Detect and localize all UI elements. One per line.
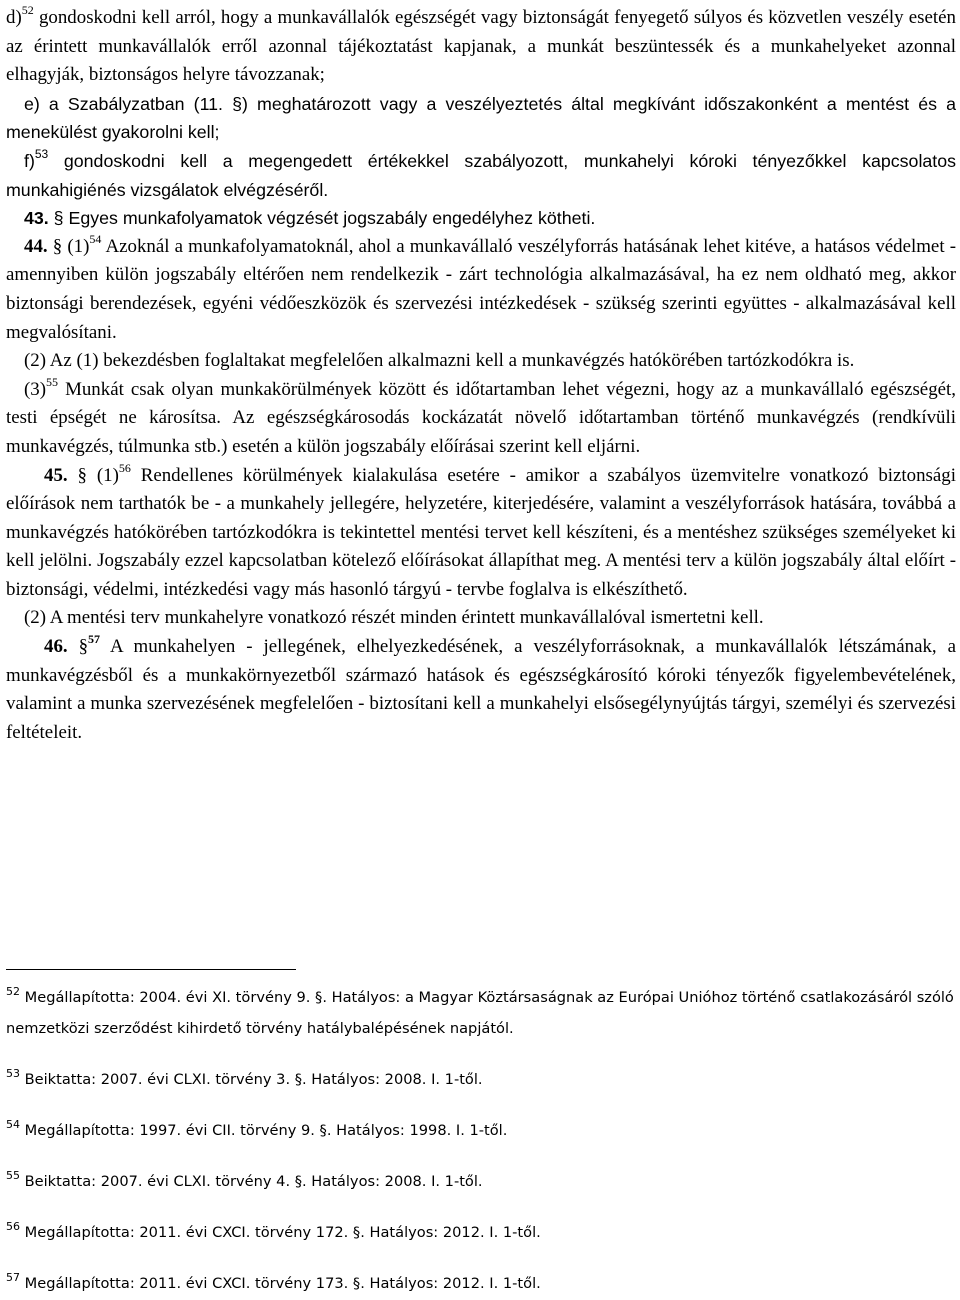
footnote-ref[interactable]: 55 [46,374,59,389]
footnote-separator [6,969,296,970]
paragraph-text: Munkát csak olyan munkakörülmények között és időtartamban lehet végezni, hogy az a munkavállaló egészségét, testi épségét ne károsítsa. Az egészségkárosodás kockázatát növelő időtartamban történő munkavégzés (rendkívüli munkavégzés, túlmunka stb.) esetén a külön jogszabály előírásai szerint kell eljárni. [6,378,956,457]
paragraph-text: ) meghatározott vagy a veszélyeztetés által megkívánt időszakonként a mentést és a menekülést gyakorolni kell; [6,93,956,143]
footnote-ref[interactable]: 53 [34,146,49,161]
footnote-53 [6,1064,956,1095]
item-marker: (3) [24,378,47,400]
footnote-ref[interactable]: 56 [118,460,131,475]
footnote-text: Beiktatta: 2007. évi CLXI. törvény 3. §. Hatályos: 2008. I. 1-től. [20,1071,483,1088]
item-marker: f) [24,150,35,171]
section-number: 43. [24,208,49,229]
paragraph-text: (2) A mentési terv munkahelyre vonatkozó részét minden érintett munkavállalóval ismertetni kell. [24,607,764,629]
section-44-2 [6,347,956,376]
footnote-ref[interactable]: 57 [88,632,101,647]
paragraph-text: A munkahelyen - jellegének, elhelyezkedésének, a veszélyforrásoknak, a munkavállalók létszámának, a munkavégzésből és a munkakörnyezetből származó hatások és egészségkárosító kóroki tényezők figyelembevételének, valamint a munka szervezésének megfelelően - biztosítani kell a munkahelyi elsősegélynyújtás tárgyi, személyi és szervezési feltételeit. [6,636,956,743]
footnote-number: 55 [6,1169,20,1182]
paragraph-text: Rendellenes körülmények kialakulása esetére - amikor a szabályos üzemvitelre vonatkozó biztonsági előírások nem tarthatók be - a munkahely jellegére, helyzetére, kiterjedésére, valamint a veszélyforrások hatására, továbbá a munkavégzés hatókörében tartózkodókra is tekintettel mentési tervet kell készíteni, és a mentéshez szükséges személyeket ki kell jelölni. Jogszabály ezzel kapcsolatban kötelező előírásokat állapíthat meg. A mentési terv a külön jogszabály által előírt - biztonsági, védelmi, intézkedési vagy más hasonló tárgyú - tervbe foglalva is elkészíthető. [6,464,956,600]
footnote-number: 54 [6,1118,20,1131]
footnote-text: Megállapította: 1997. évi CII. törvény 9. §. Hatályos: 1998. I. 1-től. [20,1122,508,1139]
section-sign: § [53,208,64,229]
footnote-number: 52 [6,985,20,998]
footnote-57 [6,1268,956,1299]
footnotes [6,982,956,1299]
paragraph-f [6,147,956,204]
item-marker: d) [6,7,22,28]
footnote-number: 56 [6,1220,20,1233]
section-sign: § [77,464,87,486]
paragraph-text: e) a Szabályzatban (11. [24,93,233,114]
footnote-54 [6,1115,956,1146]
section-number: 44. [24,235,48,257]
body-text [6,4,956,747]
footnote-ref[interactable]: 52 [21,3,34,17]
footnote-55 [6,1166,956,1197]
section-43 [6,204,956,233]
paragraph-text: gondoskodni kell arról, hogy a munkavállalók egészségét vagy biztonságát fenyegető súlyos és közvetlen veszély esetén az érintett munkavállalók erről azonnal tájékoztatást kapjanak, a munkát beszüntessék és a munkahelyeket azonnal elhagyják, biztonságos helyre távozzanak; [6,7,956,86]
footnote-number: 57 [6,1271,20,1284]
paragraph-text: gondoskodni kell a megengedett értékekkel szabályozott, munkahelyi kóroki tényezőkkel kapcsolatos munkahigiénés vizsgálatok elvégzéséről. [6,150,956,200]
item-marker: (1) [86,464,119,486]
section-45 [6,462,956,605]
section-number: 45. [44,464,68,486]
paragraph-d [6,4,956,90]
footnote-52 [6,982,956,1044]
section-46 [6,633,956,747]
paragraph-text: (2) Az (1) bekezdésben foglaltakat megfelelően alkalmazni kell a munkavégzés hatókörében tartózkodókra is. [24,350,855,372]
item-marker: (1) [62,235,90,257]
section-sign: § [78,636,89,658]
footnote-text: Megállapította: 2011. évi CXCI. törvény 172. §. Hatályos: 2012. I. 1-től. [20,1224,541,1241]
footnote-ref[interactable]: 54 [89,231,102,246]
section-sign: § [232,93,242,114]
section-44 [6,233,956,347]
footnote-number: 53 [6,1067,20,1080]
section-sign: § [52,235,63,257]
section-45-2 [6,604,956,633]
paragraph-text: Egyes munkafolyamatok végzését jogszabály engedélyhez kötheti. [63,208,596,229]
footnote-text: Megállapította: 2004. évi XI. törvény 9. §. Hatályos: a Magyar Köztársaságnak az Európai Unióhoz történő csatlakozásáról szóló nemzetközi szerződést kihirdető törvény hatálybalépésének napjától. [6,989,954,1037]
section-number: 46. [44,636,68,658]
footnote-56 [6,1217,956,1248]
paragraph-text: Azoknál a munkafolyamatoknál, ahol a munkavállaló veszélyforrás hatásának lehet kitéve, a hatásos védelmet - amennyiben külön jogszabály eltérően nem rendelkezik - zárt technológia alkalmazásával, ha ez nem oldható meg, akkor biztonsági berendezések, egyéni védőeszközök és szervezési intézkedések - szükség szerinti együttes - alkalmazásával kell megvalósítani. [6,235,956,343]
footnote-text: Megállapította: 2011. évi CXCI. törvény 173. §. Hatályos: 2012. I. 1-től. [20,1275,541,1292]
footnote-text: Beiktatta: 2007. évi CLXI. törvény 4. §. Hatályos: 2008. I. 1-től. [20,1173,483,1190]
paragraph-e [6,90,956,147]
section-44-3 [6,376,956,462]
